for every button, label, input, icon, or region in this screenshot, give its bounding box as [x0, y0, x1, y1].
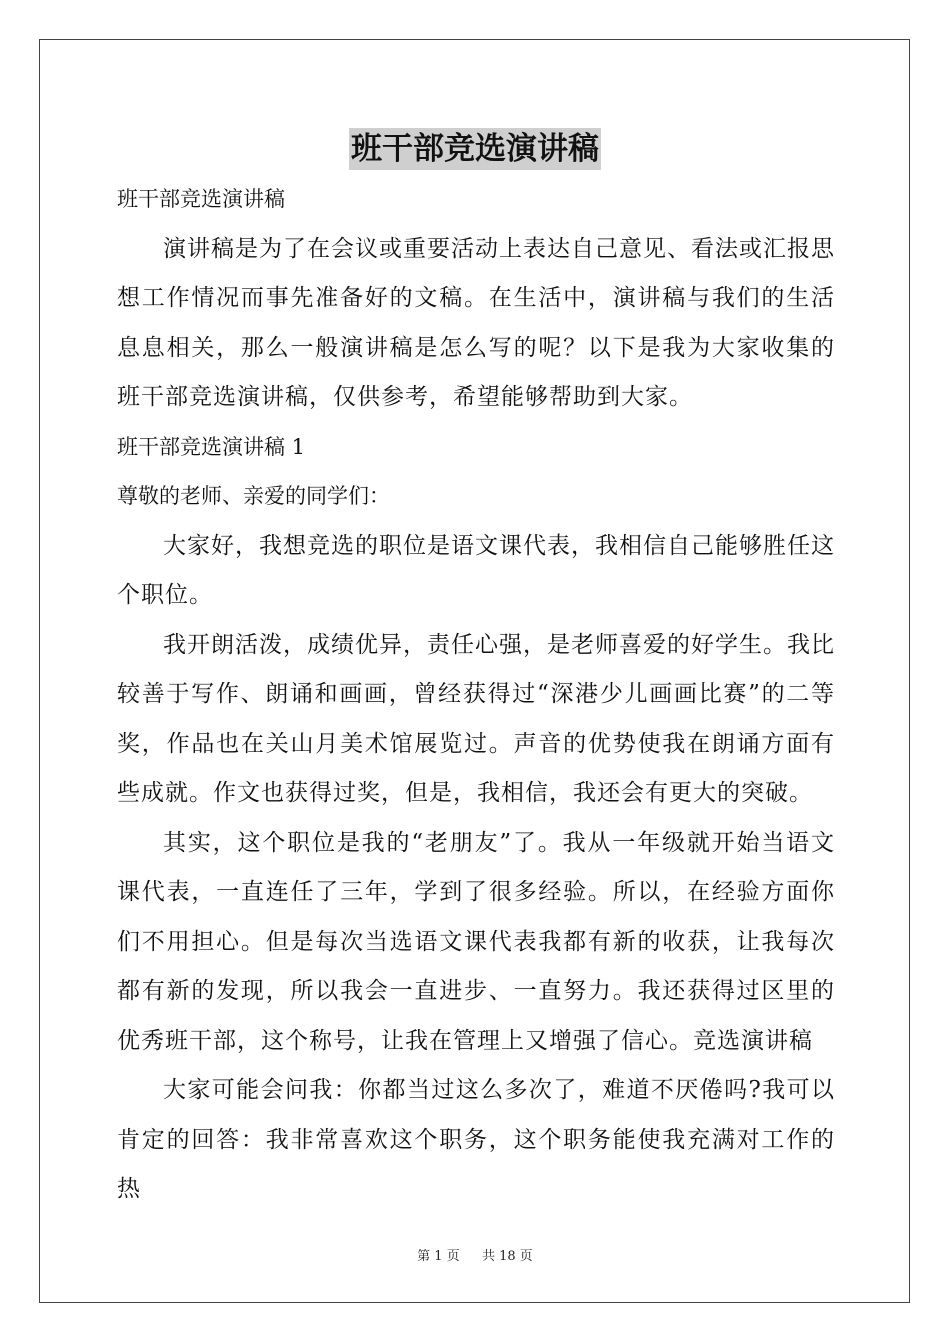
greeting: 尊敬的老师、亲爱的同学们：: [117, 484, 390, 508]
page-number: 第 1 页: [417, 1249, 460, 1264]
page-total: 共 18 页: [482, 1249, 533, 1264]
document-title: 班干部竞选演讲稿: [349, 128, 601, 170]
document-body: [117, 175, 835, 1215]
section-heading: 班干部竞选演讲稿 1: [117, 434, 306, 459]
body-paragraph: 其实，这个职位是我的“老朋友”了。我从一年级就开始当语文课代表，一直连任了三年，学到了很多经验。所以，在经验方面你们不用担心。但是每次当选语文课代表我都有新的收获，让我每次都有新的发现，所以我会一直进步、一直努力。我还获得过区里的优秀班干部，这个称号，让我在管理上又增强了信心。竞选演讲稿: [117, 829, 835, 1054]
body-paragraph: 大家可能会问我：你都当过这么多次了，难道不厌倦吗?我可以肯定的回答：我非常喜欢这个职务，这个职务能使我充满对工作的热: [117, 1077, 835, 1202]
page-footer: [0, 1245, 950, 1264]
intro-paragraph: 演讲稿是为了在会议或重要活动上表达自己意见、看法或汇报思想工作情况而事先准备好的文稿。在生活中，演讲稿与我们的生活息息相关，那么一般演讲稿是怎么写的呢？以下是我为大家收集的班干部竞选演讲稿，仅供参考，希望能够帮助到大家。: [117, 235, 835, 410]
body-paragraph: 我开朗活泼，成绩优异，责任心强，是老师喜爱的好学生。我比较善于写作、朗诵和画画，曾经获得过“深港少儿画画比赛”的二等奖，作品也在关山月美术馆展览过。声音的优势使我在朗诵方面有些成就。作文也获得过奖，但是，我相信，我还会有更大的突破。: [117, 631, 835, 806]
body-paragraph: 大家好，我想竞选的职位是语文课代表，我相信自己能够胜任这个职位。: [117, 532, 835, 608]
document-subtitle: 班干部竞选演讲稿: [117, 187, 285, 211]
title-block: [0, 128, 950, 170]
